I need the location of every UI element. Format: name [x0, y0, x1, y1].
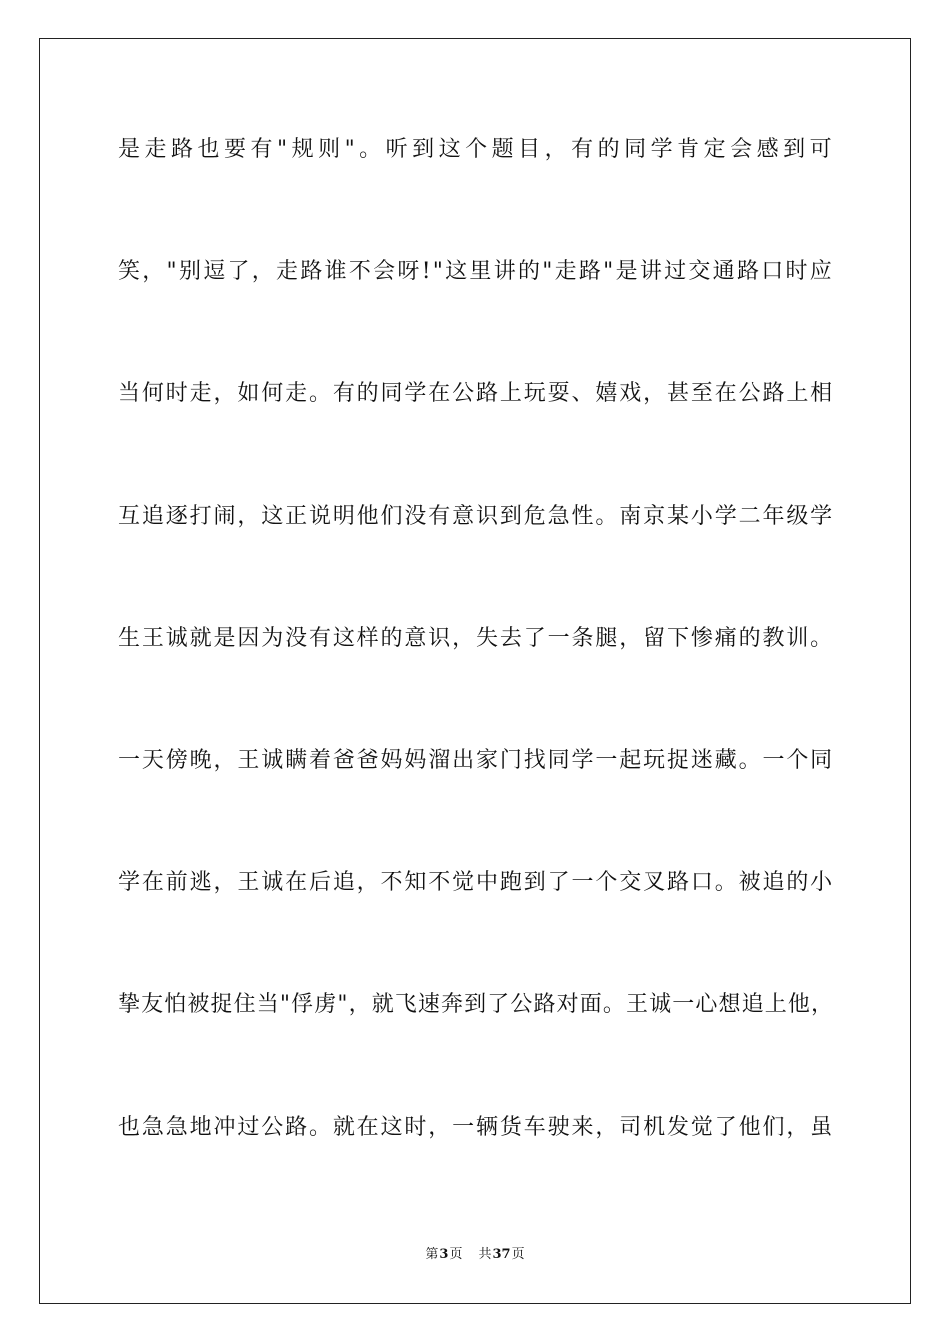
text-line-8: 挚友怕被捉住当"俘虏"，就飞速奔到了公路对面。王诚一心想追上他， [118, 992, 834, 1018]
total-suffix: 页 [511, 1247, 525, 1262]
page-prefix: 第 [425, 1247, 439, 1262]
text-line-4: 互追逐打闹，这正说明他们没有意识到危急性。南京某小学二年级学 [118, 503, 834, 529]
total-pages: 37 [492, 1247, 511, 1262]
text-line-5: 生王诚就是因为没有这样的意识，失去了一条腿，留下惨痛的教训。 [118, 625, 834, 651]
text-line-6: 一天傍晚，王诚瞒着爸爸妈妈溜出家门找同学一起玩捉迷藏。一个同 [118, 747, 834, 773]
page-number: 3 [439, 1247, 449, 1262]
body-text [118, 128, 834, 1228]
text-line-2: 笑，"别逗了，走路谁不会呀!"这里讲的"走路"是讲过交通路口时应 [118, 259, 834, 285]
text-line-9: 也急急地冲过公路。就在这时，一辆货车驶来，司机发觉了他们，虽 [118, 1114, 834, 1140]
page-suffix: 页 [449, 1247, 463, 1262]
text-line-1: 是走路也要有"规则"。听到这个题目，有的同学肯定会感到可 [118, 137, 834, 162]
total-prefix: 共 [478, 1247, 492, 1262]
text-line-3: 当何时走，如何走。有的同学在公路上玩耍、嬉戏，甚至在公路上相 [118, 381, 834, 407]
page-footer [0, 1245, 950, 1265]
text-line-7: 学在前逃，王诚在后追，不知不觉中跑到了一个交叉路口。被追的小 [118, 870, 834, 896]
